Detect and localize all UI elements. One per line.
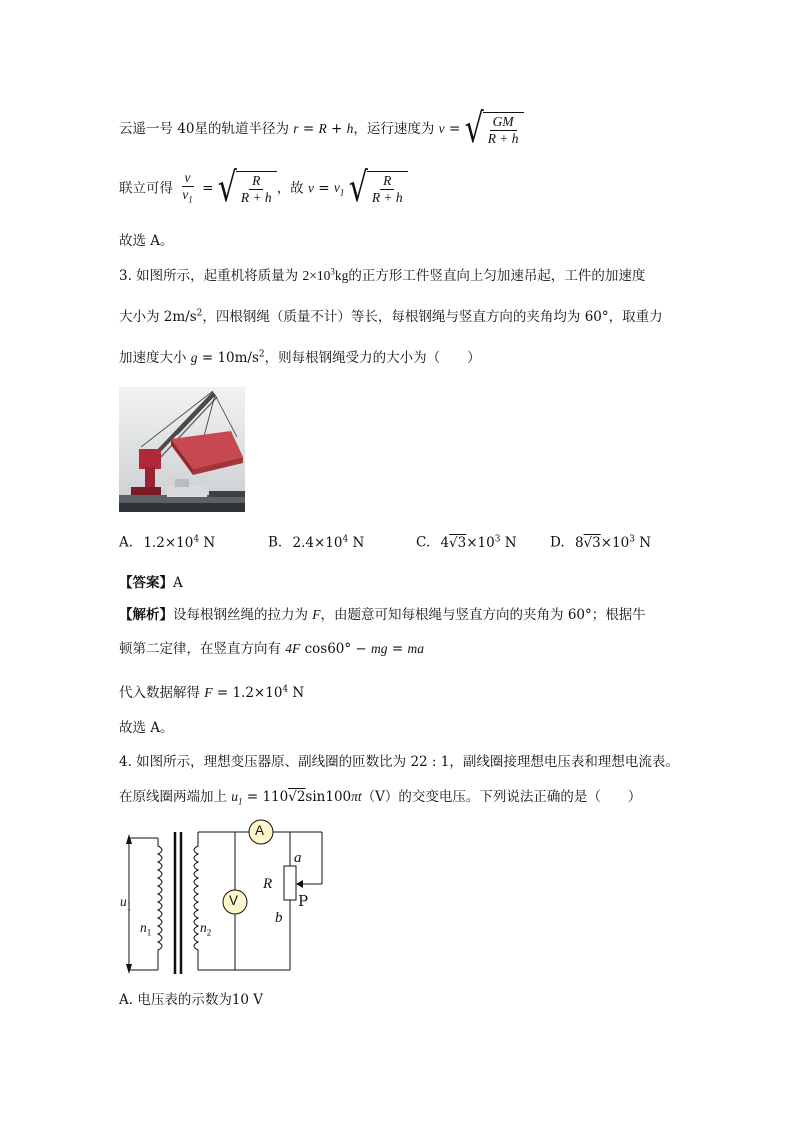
q4-line2: 在原线圈两端加上 $u_1 = 110√2\sin 100\pi t(V)$的交变电压。下列说法正确的是（ ） xyxy=(119,789,642,807)
combine-line: 联立可得 $\frac{v}{v_1}$ = √ $\frac{R}{R + h}$ ，故 $v = v_1$ √ $\frac{R}{R + h}$ xyxy=(119,170,408,208)
answer-line: 【答案】A xyxy=(119,575,183,591)
formula-r: r xyxy=(293,121,299,136)
label-b: b xyxy=(275,910,283,926)
mass-value: $2\times 10^3kg$ xyxy=(302,266,349,283)
option-d[interactable]: D. $8√3\times 10^3$ N xyxy=(550,534,652,551)
q4-option-a[interactable]: A. 电压表的示数为10 V xyxy=(119,992,264,1008)
analysis-line3: 代入数据解得 $F = 1.2\times 10^4$ N xyxy=(119,684,305,701)
accel-value: $2m/s^2$ xyxy=(163,308,203,325)
crane-photo xyxy=(119,387,245,512)
label-u1: $u_1$ xyxy=(120,894,132,912)
label-R: R xyxy=(263,876,273,892)
label-P: P xyxy=(298,892,309,910)
q3-line1: 3. 如图所示，起重机将质量为 $2\times 10^3kg$的正方形工件竖直向上匀加速吊起，工件的加速度 xyxy=(119,266,646,284)
formula-ratio: $\frac{v}{v_1}$ xyxy=(182,170,193,205)
label-n1: $n_1$ xyxy=(140,920,152,938)
option-a[interactable]: A. $1.2\times 10^4$ N xyxy=(119,534,216,551)
option-b[interactable]: B. $2.4\times 10^4$ N xyxy=(268,534,365,551)
transformer-circuit xyxy=(118,818,328,978)
option-c[interactable]: C. $4√3\times 10^3$ N xyxy=(416,534,517,551)
analysis-line2: 顿第二定律，在竖直方向有 4F cos60° − mg = ma xyxy=(119,641,424,657)
label-a: a xyxy=(294,850,302,866)
choose-a-line: 故选 A。 xyxy=(119,233,174,249)
ammeter-label: A xyxy=(255,823,265,838)
orbit-radius-line: 云遥一号 40星的轨道半径为 r = R + h，运行速度为 v = √ $\frac{GM}{R + h}$ xyxy=(119,112,524,147)
analysis-line1: 【解析】设每根钢丝绳的拉力为 F，由题意可知每根绳与竖直方向的夹角为 60°；根据牛 xyxy=(119,607,646,623)
q4-line1: 4. 如图所示，理想变压器原、副线圈的匝数比为 22 : 1，副线圈接理想电压表和理想电流表。 xyxy=(119,754,679,770)
formula-v: v xyxy=(438,121,445,136)
formula-sqrt-gm: √ $\frac{GM}{R + h}$ xyxy=(465,112,524,147)
q3-line2: 大小为 $2m/s^2$，四根钢绳（质量不计）等长，每根钢绳与竖直方向的夹角均为 60°，取重力 xyxy=(119,308,663,325)
analysis-line4: 故选 A。 xyxy=(119,720,174,736)
voltmeter-label: V xyxy=(229,893,239,908)
q3-line3: 加速度大小 $g = 10m/s^2$，则每根钢绳受力的大小为（ ） xyxy=(119,349,481,366)
label-n2: $n_2$ xyxy=(200,920,212,938)
angle-value: 60° xyxy=(584,309,609,325)
